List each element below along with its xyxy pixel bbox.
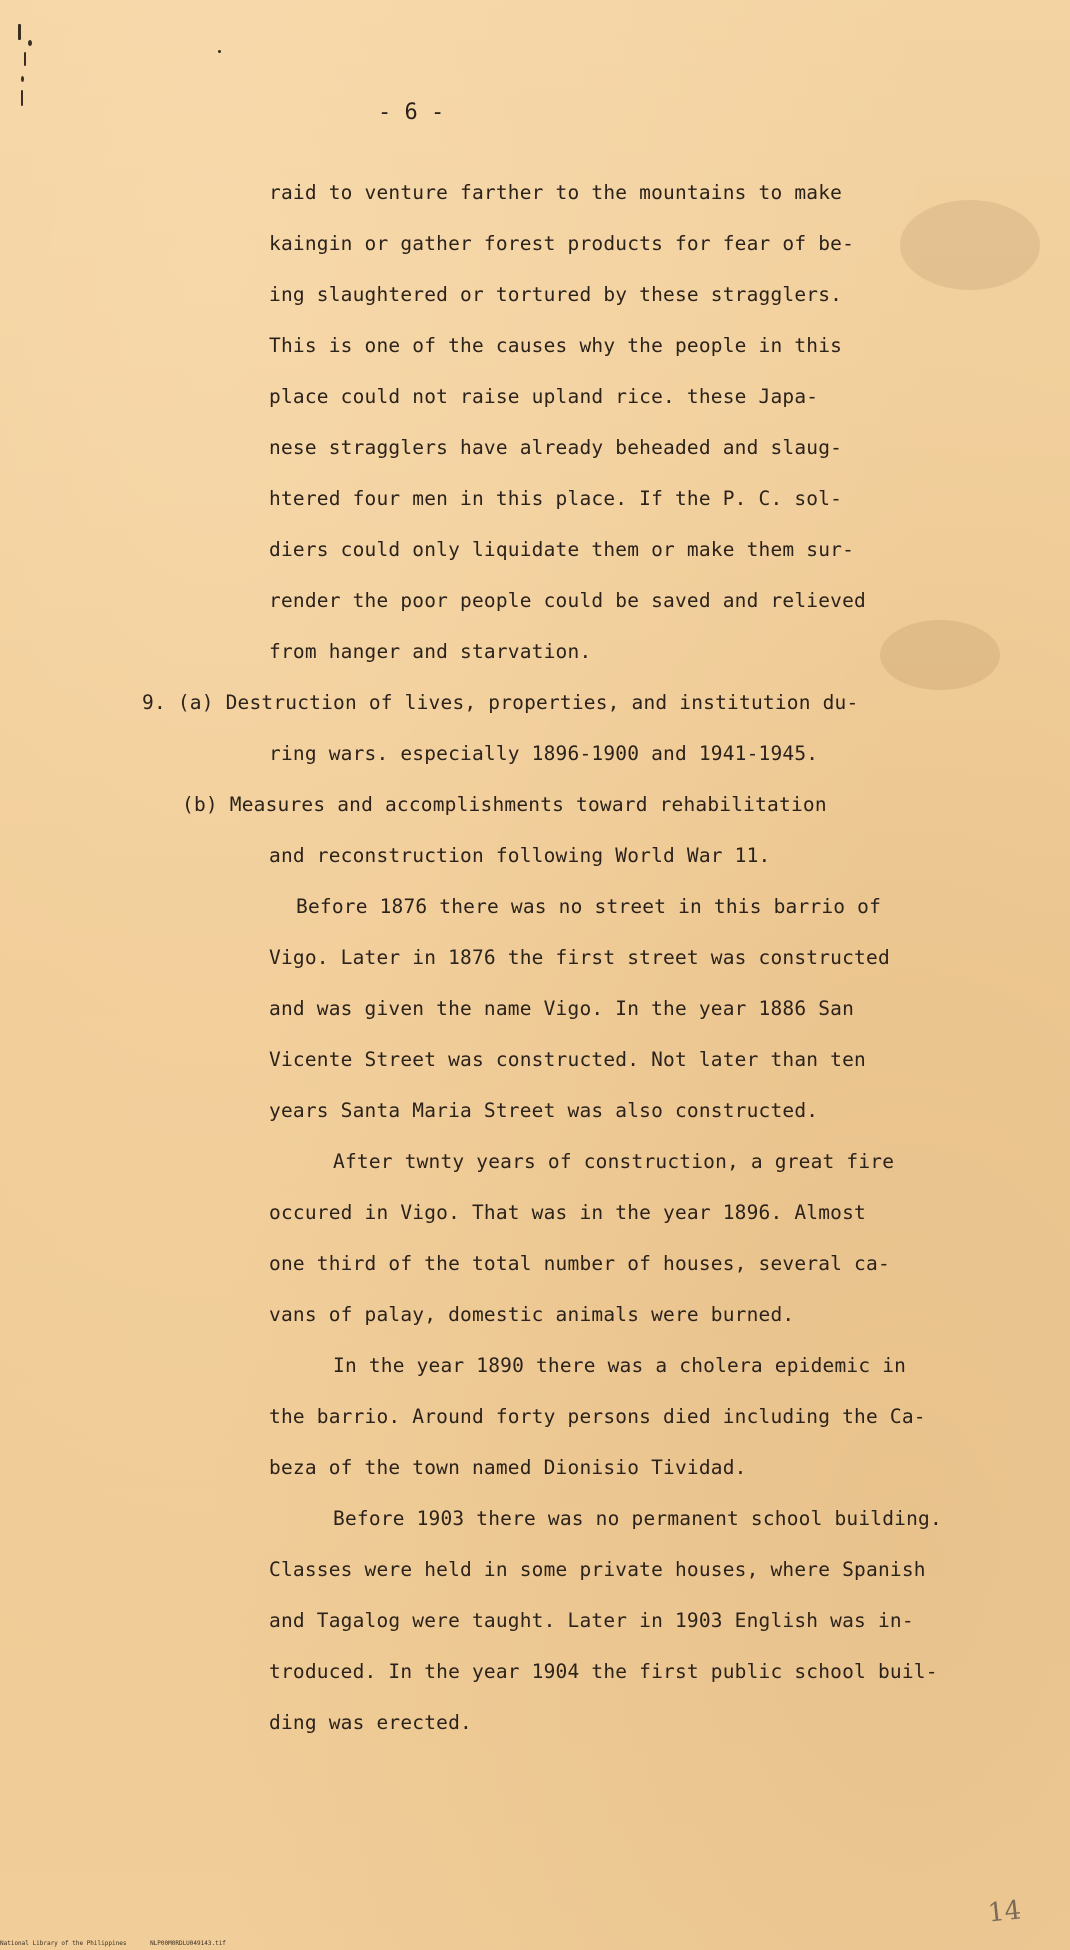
paragraph-start: Before 1903 there was no permanent school building. — [333, 1507, 942, 1530]
text-line: Vicente Street was constructed. Not later than ten — [269, 1048, 866, 1071]
paragraph-start: Before 1876 there was no street in this barrio of — [296, 895, 882, 918]
paper-stain — [880, 620, 1000, 690]
text-line: diers could only liquidate them or make them sur- — [269, 538, 855, 561]
margin-mark — [28, 40, 32, 46]
text-line: and was given the name Vigo. In the year 1886 San — [269, 997, 855, 1020]
text-line: kaingin or gather forest products for fear of be- — [269, 232, 855, 255]
text-line: vans of palay, domestic animals were burned. — [269, 1303, 795, 1326]
text-line: one third of the total number of houses, several ca- — [269, 1252, 890, 1275]
text-line: troduced. In the year 1904 the first public school buil- — [269, 1660, 938, 1683]
text-line: and Tagalog were taught. Later in 1903 English was in- — [269, 1609, 914, 1632]
margin-mark — [18, 24, 21, 40]
text-line: and reconstruction following World War 11. — [269, 844, 771, 867]
scan-footer — [0, 1940, 246, 1947]
margin-mark — [21, 90, 23, 106]
paragraph-start: After twnty years of construction, a great fire — [333, 1150, 895, 1173]
paragraph-start: In the year 1890 there was a cholera epidemic in — [333, 1354, 907, 1377]
text-line: Vigo. Later in 1876 the first street was constructed — [269, 946, 890, 969]
text-line: ring wars. especially 1896-1900 and 1941-1945. — [269, 742, 819, 765]
text-line: This is one of the causes why the people in this — [269, 334, 843, 357]
footer-library: National Library of the Philippines — [0, 1940, 127, 1947]
margin-mark — [218, 50, 221, 53]
section-subheading: (b) Measures and accomplishments toward rehabilitation — [182, 793, 827, 816]
text-line: raid to venture farther to the mountains to make — [269, 181, 843, 204]
text-line: years Santa Maria Street was also constructed. — [269, 1099, 819, 1122]
page-number: - 6 - — [378, 100, 445, 125]
text-line: from hanger and starvation. — [269, 640, 592, 663]
text-line: the barrio. Around forty persons died including the Ca- — [269, 1405, 926, 1428]
paper-stain — [900, 200, 1040, 290]
text-line: htered four men in this place. If the P. C. sol- — [269, 487, 843, 510]
section-heading: 9. (a) Destruction of lives, properties, and institution du- — [142, 691, 859, 714]
margin-mark — [21, 76, 24, 82]
text-line: render the poor people could be saved and relieved — [269, 589, 866, 612]
margin-mark — [24, 52, 26, 66]
text-line: place could not raise upland rice. these Japa- — [269, 385, 819, 408]
text-line: ding was erected. — [269, 1711, 472, 1734]
text-line: occured in Vigo. That was in the year 1896. Almost — [269, 1201, 866, 1224]
text-line: ing slaughtered or tortured by these stragglers. — [269, 283, 843, 306]
text-line: nese stragglers have already beheaded and slaug- — [269, 436, 843, 459]
text-line: beza of the town named Dionisio Tividad. — [269, 1456, 747, 1479]
text-line: Classes were held in some private houses, where Spanish — [269, 1558, 926, 1581]
handwritten-page-note: 14 — [986, 1895, 1023, 1929]
footer-filename: NLP00M0RDLU049143.tif — [150, 1940, 226, 1947]
